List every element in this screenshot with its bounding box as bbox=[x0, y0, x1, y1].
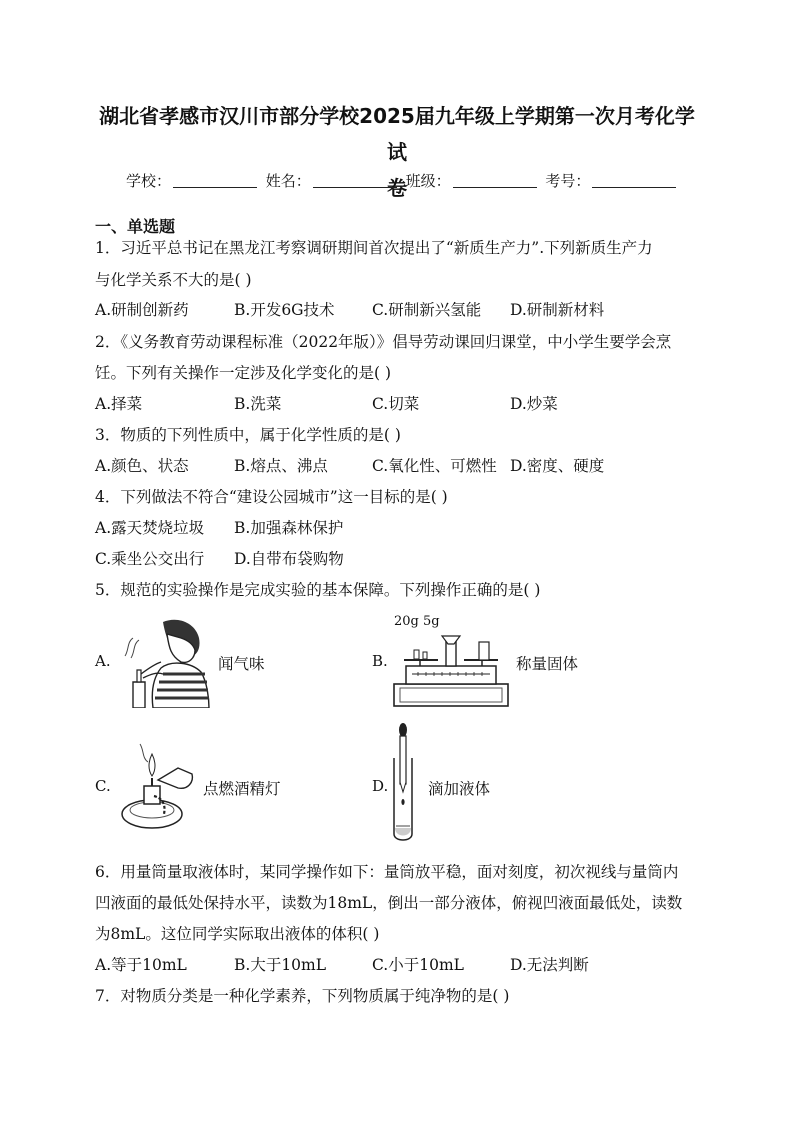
class-label: 班级： bbox=[405, 172, 451, 190]
name-blank[interactable] bbox=[313, 173, 397, 188]
q2-option-c[interactable]: C.切菜 bbox=[372, 395, 420, 413]
q1-option-a[interactable]: A.研制创新药 bbox=[95, 301, 189, 319]
q2-option-b[interactable]: B.洗菜 bbox=[234, 395, 282, 413]
q4-stem-line1: 4．下列做法不符合“建设公园城市”这一目标的是( ) bbox=[95, 488, 448, 506]
q2-option-d[interactable]: D.炒菜 bbox=[510, 395, 558, 413]
q2-stem-line2: 饪。下列有关操作一定涉及化学变化的是( ) bbox=[95, 364, 392, 382]
q7-stem-line1: 7．对物质分类是一种化学素养，下列物质属于纯净物的是( ) bbox=[95, 987, 510, 1005]
number-label: 考号： bbox=[545, 172, 591, 190]
q1-option-b[interactable]: B.开发6G技术 bbox=[234, 301, 335, 319]
lighting-alcohol-lamp-illustration bbox=[118, 740, 198, 832]
exam-title-line1: 湖北省孝感市汉川市部分学校2025届九年级上学期第一次月考化学试 bbox=[99, 104, 695, 164]
q4-option-d[interactable]: D.自带布袋购物 bbox=[234, 550, 344, 568]
school-label: 学校： bbox=[126, 172, 172, 190]
q2-option-a[interactable]: A.择菜 bbox=[95, 395, 143, 413]
q5-option-a-caption: 闻气味 bbox=[218, 655, 265, 673]
q1-option-c[interactable]: C.研制新兴氢能 bbox=[372, 301, 482, 319]
q2-stem-line1: 2．《义务教育劳动课程标准（2022年版）》倡导劳动课回归课堂，中小学生要学会烹 bbox=[95, 333, 672, 351]
q6-stem-line2: 凹液面的最低处保持水平，读数为18mL，倒出一部分液体，俯视凹液面最低处，读数 bbox=[95, 894, 683, 912]
q3-option-a[interactable]: A.颜色、状态 bbox=[95, 457, 189, 475]
q1-option-d[interactable]: D.研制新材料 bbox=[510, 301, 605, 319]
q5-option-b-caption: 称量固体 bbox=[516, 655, 579, 673]
q5-option-c-caption: 点燃酒精灯 bbox=[203, 780, 281, 798]
q4-option-c[interactable]: C.乘坐公交出行 bbox=[95, 550, 205, 568]
q6-option-b[interactable]: B.大于10mL bbox=[234, 956, 327, 974]
exam-title-line2: 卷 bbox=[387, 176, 407, 200]
q3-option-b[interactable]: B.熔点、沸点 bbox=[234, 457, 328, 475]
q6-stem-line3: 为8mL。这位同学实际取出液体的体积( ) bbox=[95, 925, 380, 943]
q5-option-d-label[interactable]: D. bbox=[372, 777, 389, 795]
q1-stem-line1: 1．习近平总书记在黑龙江考察调研期间首次提出了“新质生产力”.下列新质生产力 bbox=[95, 239, 653, 257]
q6-stem-line1: 6．用量筒量取液体时，某同学操作如下：量筒放平稳，面对刻度，初次视线与量筒内 bbox=[95, 863, 679, 881]
q3-option-c[interactable]: C.氧化性、可燃性 bbox=[372, 457, 497, 475]
q5-option-c-label[interactable]: C. bbox=[95, 777, 111, 795]
balance-scale-illustration bbox=[392, 630, 510, 708]
q6-option-a[interactable]: A.等于10mL bbox=[95, 956, 187, 974]
smelling-gas-illustration bbox=[115, 612, 213, 708]
class-blank[interactable] bbox=[453, 173, 537, 188]
q5-stem-line1: 5．规范的实验操作是完成实验的基本保障。下列操作正确的是( ) bbox=[95, 581, 541, 599]
name-label: 姓名： bbox=[265, 172, 311, 190]
q3-option-d[interactable]: D.密度、硬度 bbox=[510, 457, 605, 475]
balance-weights-label: 20g 5g bbox=[394, 614, 440, 629]
school-blank[interactable] bbox=[173, 173, 257, 188]
q3-stem-line1: 3．物质的下列性质中，属于化学性质的是( ) bbox=[95, 426, 401, 444]
number-blank[interactable] bbox=[592, 173, 676, 188]
q6-option-c[interactable]: C.小于10mL bbox=[372, 956, 464, 974]
q4-option-a[interactable]: A.露天焚烧垃圾 bbox=[95, 519, 205, 537]
q6-option-d[interactable]: D.无法判断 bbox=[510, 956, 589, 974]
student-info-row bbox=[126, 170, 680, 191]
q5-option-b-label[interactable]: B. bbox=[372, 652, 388, 670]
q5-option-a-label[interactable]: A. bbox=[95, 652, 111, 670]
section-heading: 一、单选题 bbox=[95, 217, 176, 236]
q1-stem-line2: 与化学关系不大的是( ) bbox=[95, 271, 252, 289]
dropping-liquid-illustration bbox=[390, 722, 416, 846]
q5-option-d-caption: 滴加液体 bbox=[428, 780, 491, 798]
q4-option-b[interactable]: B.加强森林保护 bbox=[234, 519, 344, 537]
